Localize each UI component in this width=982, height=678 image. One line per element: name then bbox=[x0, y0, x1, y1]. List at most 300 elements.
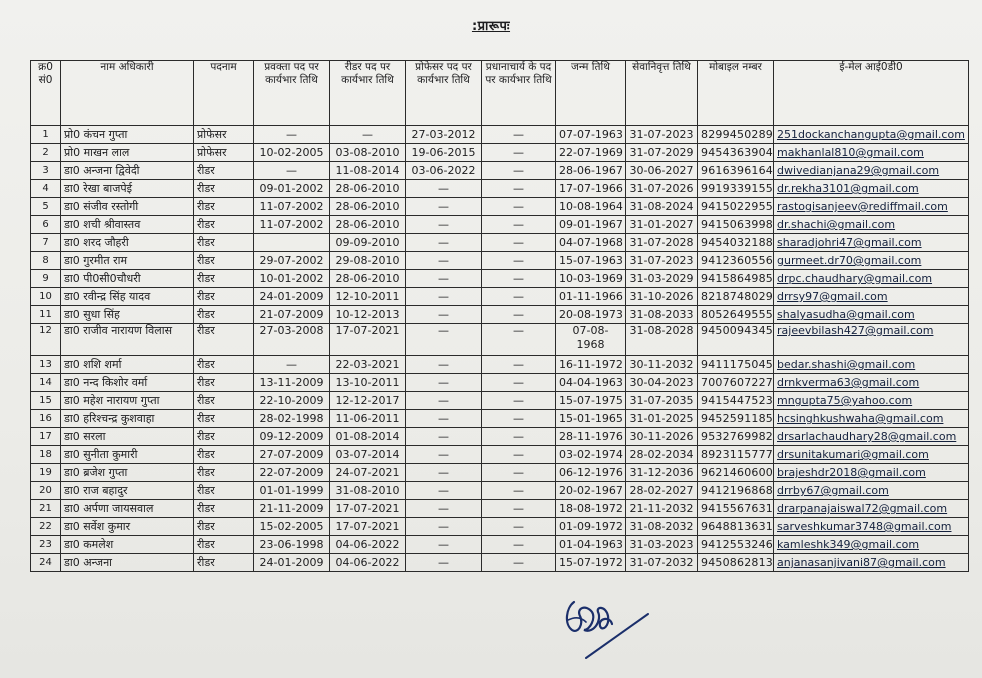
cell-email: drpc.chaudhary@gmail.com bbox=[774, 270, 969, 288]
cell-mobile: 9412360556 bbox=[698, 252, 774, 270]
cell-professor-date: — bbox=[406, 374, 482, 392]
cell-reader-date: 09-09-2010 bbox=[330, 234, 406, 252]
cell-principal-date: — bbox=[482, 198, 556, 216]
cell-retirement-date: 31-08-2032 bbox=[626, 518, 698, 536]
cell-email: dr.rekha3101@gmail.com bbox=[774, 180, 969, 198]
cell-email: drnkverma63@gmail.com bbox=[774, 374, 969, 392]
cell-designation: रीडर bbox=[194, 216, 254, 234]
header-retirement: सेवानिवृत्त तिथि bbox=[626, 61, 698, 126]
cell-sn: 14 bbox=[31, 374, 61, 392]
cell-professor-date: — bbox=[406, 500, 482, 518]
cell-lecturer-date: 11-07-2002 bbox=[254, 216, 330, 234]
cell-mobile: 9415447523 bbox=[698, 392, 774, 410]
cell-designation: रीडर bbox=[194, 482, 254, 500]
cell-email: drsunitakumari@gmail.com bbox=[774, 446, 969, 464]
cell-principal-date: — bbox=[482, 446, 556, 464]
cell-name: डा0 संजीव रस्तोगी bbox=[61, 198, 194, 216]
cell-designation: रीडर bbox=[194, 288, 254, 306]
cell-professor-date: — bbox=[406, 324, 482, 356]
cell-retirement-date: 30-11-2026 bbox=[626, 428, 698, 446]
cell-reader-date: 17-07-2021 bbox=[330, 518, 406, 536]
header-principal-date: प्रधानाचार्य के पद पर कार्यभार तिथि bbox=[482, 61, 556, 126]
header-designation: पदनाम bbox=[194, 61, 254, 126]
cell-lecturer-date: 24-01-2009 bbox=[254, 554, 330, 572]
cell-name: डा0 सर्वेश कुमार bbox=[61, 518, 194, 536]
cell-reader-date: 03-08-2010 bbox=[330, 144, 406, 162]
table-row bbox=[31, 126, 969, 144]
cell-name: डा0 हरिश्चन्द्र कुशवाहा bbox=[61, 410, 194, 428]
cell-lecturer-date: 22-07-2009 bbox=[254, 464, 330, 482]
header-professor-date: प्रोफेसर पद पर कार्यभार तिथि bbox=[406, 61, 482, 126]
cell-lecturer-date: 09-01-2002 bbox=[254, 180, 330, 198]
handwritten-signature bbox=[556, 590, 656, 662]
cell-email: 251dockanchangupta@gmail.com bbox=[774, 126, 969, 144]
cell-designation: रीडर bbox=[194, 306, 254, 324]
cell-retirement-date: 31-07-2028 bbox=[626, 234, 698, 252]
cell-principal-date: — bbox=[482, 216, 556, 234]
cell-reader-date: 28-06-2010 bbox=[330, 270, 406, 288]
table-row bbox=[31, 392, 969, 410]
cell-professor-date: — bbox=[406, 234, 482, 252]
cell-dob: 15-07-1963 bbox=[556, 252, 626, 270]
cell-designation: प्रोफेसर bbox=[194, 126, 254, 144]
cell-dob: 10-08-1964 bbox=[556, 198, 626, 216]
cell-dob: 07-08-1968 bbox=[556, 324, 626, 356]
cell-name: डा0 राज बहादुर bbox=[61, 482, 194, 500]
table-row bbox=[31, 374, 969, 392]
cell-name: डा0 शची श्रीवास्तव bbox=[61, 216, 194, 234]
cell-retirement-date: 28-02-2034 bbox=[626, 446, 698, 464]
cell-designation: रीडर bbox=[194, 324, 254, 356]
cell-email: shalyasudha@gmail.com bbox=[774, 306, 969, 324]
header-sn: क्र0 सं0 bbox=[31, 61, 61, 126]
cell-principal-date: — bbox=[482, 410, 556, 428]
cell-mobile: 9621460600 bbox=[698, 464, 774, 482]
cell-mobile: 9411175045 bbox=[698, 356, 774, 374]
cell-reader-date: 13-10-2011 bbox=[330, 374, 406, 392]
header-email: ई-मेल आई0डी0 bbox=[774, 61, 969, 126]
cell-designation: रीडर bbox=[194, 554, 254, 572]
cell-dob: 16-11-1972 bbox=[556, 356, 626, 374]
table-row bbox=[31, 234, 969, 252]
cell-retirement-date: 31-07-2026 bbox=[626, 180, 698, 198]
cell-sn: 12 bbox=[31, 324, 61, 356]
cell-mobile: 9450862813 bbox=[698, 554, 774, 572]
cell-lecturer-date: 28-02-1998 bbox=[254, 410, 330, 428]
cell-sn: 9 bbox=[31, 270, 61, 288]
cell-professor-date: — bbox=[406, 410, 482, 428]
cell-email: hcsinghkushwaha@gmail.com bbox=[774, 410, 969, 428]
cell-reader-date: 01-08-2014 bbox=[330, 428, 406, 446]
cell-name: डा0 अर्पणा जायसवाल bbox=[61, 500, 194, 518]
cell-lecturer-date: 01-01-1999 bbox=[254, 482, 330, 500]
cell-principal-date: — bbox=[482, 428, 556, 446]
table-row bbox=[31, 162, 969, 180]
cell-principal-date: — bbox=[482, 162, 556, 180]
table-row bbox=[31, 216, 969, 234]
cell-dob: 06-12-1976 bbox=[556, 464, 626, 482]
cell-dob: 20-02-1967 bbox=[556, 482, 626, 500]
cell-reader-date: 28-06-2010 bbox=[330, 180, 406, 198]
cell-sn: 2 bbox=[31, 144, 61, 162]
cell-professor-date: — bbox=[406, 554, 482, 572]
cell-email: mngupta75@yahoo.com bbox=[774, 392, 969, 410]
cell-designation: प्रोफेसर bbox=[194, 144, 254, 162]
cell-mobile: 9532769982 bbox=[698, 428, 774, 446]
cell-lecturer-date: 23-06-1998 bbox=[254, 536, 330, 554]
cell-mobile: 9412196868 bbox=[698, 482, 774, 500]
cell-designation: रीडर bbox=[194, 234, 254, 252]
cell-dob: 17-07-1966 bbox=[556, 180, 626, 198]
cell-principal-date: — bbox=[482, 180, 556, 198]
cell-reader-date: 03-07-2014 bbox=[330, 446, 406, 464]
cell-lecturer-date: 27-07-2009 bbox=[254, 446, 330, 464]
cell-sn: 20 bbox=[31, 482, 61, 500]
cell-professor-date: — bbox=[406, 392, 482, 410]
cell-sn: 21 bbox=[31, 500, 61, 518]
table-header-row bbox=[31, 61, 969, 126]
cell-lecturer-date: 15-02-2005 bbox=[254, 518, 330, 536]
cell-reader-date: 17-07-2021 bbox=[330, 324, 406, 356]
cell-reader-date: 28-06-2010 bbox=[330, 198, 406, 216]
cell-lecturer-date: 24-01-2009 bbox=[254, 288, 330, 306]
table-row bbox=[31, 324, 969, 356]
cell-retirement-date: 31-12-2036 bbox=[626, 464, 698, 482]
cell-designation: रीडर bbox=[194, 374, 254, 392]
cell-mobile: 9648813631 bbox=[698, 518, 774, 536]
cell-email: dwivedianjana29@gmail.com bbox=[774, 162, 969, 180]
cell-retirement-date: 31-10-2026 bbox=[626, 288, 698, 306]
cell-lecturer-date: 21-07-2009 bbox=[254, 306, 330, 324]
cell-professor-date: — bbox=[406, 198, 482, 216]
cell-name: डा0 सरला bbox=[61, 428, 194, 446]
table-row bbox=[31, 554, 969, 572]
cell-retirement-date: 30-11-2032 bbox=[626, 356, 698, 374]
cell-mobile: 9919339155 bbox=[698, 180, 774, 198]
cell-lecturer-date bbox=[254, 234, 330, 252]
cell-lecturer-date: — bbox=[254, 356, 330, 374]
table-row bbox=[31, 180, 969, 198]
table-row bbox=[31, 356, 969, 374]
cell-mobile: 9415567631 bbox=[698, 500, 774, 518]
cell-designation: रीडर bbox=[194, 270, 254, 288]
cell-sn: 5 bbox=[31, 198, 61, 216]
cell-sn: 1 bbox=[31, 126, 61, 144]
faculty-table bbox=[30, 60, 969, 572]
cell-name: डा0 रवीन्द्र सिंह यादव bbox=[61, 288, 194, 306]
cell-name: डा0 सुधा सिंह bbox=[61, 306, 194, 324]
cell-mobile: 9452591185 bbox=[698, 410, 774, 428]
cell-reader-date: 04-06-2022 bbox=[330, 554, 406, 572]
cell-sn: 19 bbox=[31, 464, 61, 482]
cell-retirement-date: 28-02-2027 bbox=[626, 482, 698, 500]
cell-lecturer-date: 22-10-2009 bbox=[254, 392, 330, 410]
cell-mobile: 9412553246 bbox=[698, 536, 774, 554]
cell-designation: रीडर bbox=[194, 410, 254, 428]
cell-principal-date: — bbox=[482, 374, 556, 392]
cell-reader-date: 12-12-2017 bbox=[330, 392, 406, 410]
cell-reader-date: 04-06-2022 bbox=[330, 536, 406, 554]
table-row bbox=[31, 270, 969, 288]
cell-dob: 01-09-1972 bbox=[556, 518, 626, 536]
table-row bbox=[31, 144, 969, 162]
cell-retirement-date: 31-01-2027 bbox=[626, 216, 698, 234]
cell-designation: रीडर bbox=[194, 392, 254, 410]
cell-email: dr.shachi@gmail.com bbox=[774, 216, 969, 234]
cell-professor-date: — bbox=[406, 270, 482, 288]
cell-retirement-date: 31-07-2029 bbox=[626, 144, 698, 162]
cell-dob: 15-07-1975 bbox=[556, 392, 626, 410]
cell-email: drrsy97@gmail.com bbox=[774, 288, 969, 306]
cell-principal-date: — bbox=[482, 306, 556, 324]
cell-lecturer-date: 21-11-2009 bbox=[254, 500, 330, 518]
cell-principal-date: — bbox=[482, 464, 556, 482]
cell-designation: रीडर bbox=[194, 198, 254, 216]
cell-sn: 24 bbox=[31, 554, 61, 572]
cell-sn: 11 bbox=[31, 306, 61, 324]
table-row bbox=[31, 198, 969, 216]
cell-dob: 04-07-1968 bbox=[556, 234, 626, 252]
cell-principal-date: — bbox=[482, 554, 556, 572]
cell-dob: 20-08-1973 bbox=[556, 306, 626, 324]
cell-designation: रीडर bbox=[194, 446, 254, 464]
cell-mobile: 8923115777 bbox=[698, 446, 774, 464]
cell-sn: 18 bbox=[31, 446, 61, 464]
cell-dob: 15-07-1972 bbox=[556, 554, 626, 572]
cell-name: डा0 नन्द किशोर वर्मा bbox=[61, 374, 194, 392]
cell-designation: रीडर bbox=[194, 428, 254, 446]
cell-principal-date: — bbox=[482, 518, 556, 536]
table-row bbox=[31, 410, 969, 428]
cell-lecturer-date: 27-03-2008 bbox=[254, 324, 330, 356]
cell-name: प्रो0 माखन लाल bbox=[61, 144, 194, 162]
cell-name: डा0 सुनीता कुमारी bbox=[61, 446, 194, 464]
cell-email: rastogisanjeev@rediffmail.com bbox=[774, 198, 969, 216]
cell-retirement-date: 31-08-2024 bbox=[626, 198, 698, 216]
table-row bbox=[31, 428, 969, 446]
cell-professor-date: 27-03-2012 bbox=[406, 126, 482, 144]
cell-email: sarveshkumar3748@gmail.com bbox=[774, 518, 969, 536]
header-lecturer-date: प्रवक्ता पद पर कार्यभार तिथि bbox=[254, 61, 330, 126]
cell-reader-date: 24-07-2021 bbox=[330, 464, 406, 482]
cell-professor-date: 19-06-2015 bbox=[406, 144, 482, 162]
cell-name: डा0 गुरमीत राम bbox=[61, 252, 194, 270]
cell-lecturer-date: 10-01-2002 bbox=[254, 270, 330, 288]
cell-retirement-date: 31-07-2023 bbox=[626, 126, 698, 144]
cell-name: डा0 महेश नारायण गुप्ता bbox=[61, 392, 194, 410]
cell-designation: रीडर bbox=[194, 180, 254, 198]
cell-mobile: 9616396164 bbox=[698, 162, 774, 180]
cell-dob: 04-04-1963 bbox=[556, 374, 626, 392]
cell-professor-date: — bbox=[406, 482, 482, 500]
cell-email: drrby67@gmail.com bbox=[774, 482, 969, 500]
cell-retirement-date: 30-04-2023 bbox=[626, 374, 698, 392]
table-row bbox=[31, 252, 969, 270]
cell-designation: रीडर bbox=[194, 518, 254, 536]
cell-dob: 07-07-1963 bbox=[556, 126, 626, 144]
cell-principal-date: — bbox=[482, 288, 556, 306]
cell-professor-date: — bbox=[406, 306, 482, 324]
cell-principal-date: — bbox=[482, 500, 556, 518]
cell-professor-date: — bbox=[406, 216, 482, 234]
cell-dob: 15-01-1965 bbox=[556, 410, 626, 428]
cell-dob: 01-04-1963 bbox=[556, 536, 626, 554]
cell-sn: 8 bbox=[31, 252, 61, 270]
cell-principal-date: — bbox=[482, 356, 556, 374]
cell-sn: 23 bbox=[31, 536, 61, 554]
cell-retirement-date: 31-08-2033 bbox=[626, 306, 698, 324]
table-row bbox=[31, 446, 969, 464]
cell-retirement-date: 31-03-2029 bbox=[626, 270, 698, 288]
cell-reader-date: 11-06-2011 bbox=[330, 410, 406, 428]
cell-retirement-date: 30-06-2027 bbox=[626, 162, 698, 180]
cell-principal-date: — bbox=[482, 392, 556, 410]
cell-name: डा0 अन्जना bbox=[61, 554, 194, 572]
header-reader-date: रीडर पद पर कार्यभार तिथि bbox=[330, 61, 406, 126]
cell-mobile: 9415022955 bbox=[698, 198, 774, 216]
cell-professor-date: — bbox=[406, 252, 482, 270]
cell-lecturer-date: 13-11-2009 bbox=[254, 374, 330, 392]
cell-lecturer-date: 09-12-2009 bbox=[254, 428, 330, 446]
cell-professor-date: 03-06-2022 bbox=[406, 162, 482, 180]
cell-reader-date: 17-07-2021 bbox=[330, 500, 406, 518]
cell-professor-date: — bbox=[406, 446, 482, 464]
table-row bbox=[31, 536, 969, 554]
table-row bbox=[31, 482, 969, 500]
cell-retirement-date: 31-08-2028 bbox=[626, 324, 698, 356]
cell-designation: रीडर bbox=[194, 464, 254, 482]
cell-email: brajeshdr2018@gmail.com bbox=[774, 464, 969, 482]
cell-professor-date: — bbox=[406, 518, 482, 536]
cell-professor-date: — bbox=[406, 464, 482, 482]
cell-principal-date: — bbox=[482, 126, 556, 144]
table-row bbox=[31, 518, 969, 536]
header-mobile: मोबाइल नम्बर bbox=[698, 61, 774, 126]
cell-retirement-date: 31-03-2023 bbox=[626, 536, 698, 554]
cell-retirement-date: 31-01-2025 bbox=[626, 410, 698, 428]
cell-dob: 28-11-1976 bbox=[556, 428, 626, 446]
cell-name: डा0 शरद जौहरी bbox=[61, 234, 194, 252]
cell-reader-date: 28-06-2010 bbox=[330, 216, 406, 234]
header-dob: जन्म तिथि bbox=[556, 61, 626, 126]
cell-designation: रीडर bbox=[194, 500, 254, 518]
cell-name: डा0 राजीव नारायण विलास bbox=[61, 324, 194, 356]
cell-retirement-date: 21-11-2032 bbox=[626, 500, 698, 518]
cell-lecturer-date: — bbox=[254, 126, 330, 144]
cell-mobile: 9415864985 bbox=[698, 270, 774, 288]
cell-professor-date: — bbox=[406, 428, 482, 446]
cell-mobile: 7007607227 bbox=[698, 374, 774, 392]
cell-sn: 10 bbox=[31, 288, 61, 306]
cell-email: kamleshk349@gmail.com bbox=[774, 536, 969, 554]
cell-email: bedar.shashi@gmail.com bbox=[774, 356, 969, 374]
cell-name: डा0 अन्जना द्विवेदी bbox=[61, 162, 194, 180]
table-row bbox=[31, 500, 969, 518]
cell-dob: 09-01-1967 bbox=[556, 216, 626, 234]
cell-retirement-date: 31-07-2023 bbox=[626, 252, 698, 270]
table-row bbox=[31, 464, 969, 482]
cell-reader-date: 31-08-2010 bbox=[330, 482, 406, 500]
cell-sn: 22 bbox=[31, 518, 61, 536]
document-title: :प्रारूपः bbox=[471, 19, 511, 34]
cell-reader-date: 11-08-2014 bbox=[330, 162, 406, 180]
cell-principal-date: — bbox=[482, 324, 556, 356]
cell-name: डा0 कमलेश bbox=[61, 536, 194, 554]
cell-dob: 03-02-1974 bbox=[556, 446, 626, 464]
cell-designation: रीडर bbox=[194, 252, 254, 270]
cell-designation: रीडर bbox=[194, 356, 254, 374]
cell-principal-date: — bbox=[482, 252, 556, 270]
cell-professor-date: — bbox=[406, 180, 482, 198]
cell-mobile: 8218748029 bbox=[698, 288, 774, 306]
cell-sn: 17 bbox=[31, 428, 61, 446]
cell-name: प्रो0 कंचन गुप्ता bbox=[61, 126, 194, 144]
cell-sn: 4 bbox=[31, 180, 61, 198]
cell-retirement-date: 31-07-2035 bbox=[626, 392, 698, 410]
table-row bbox=[31, 306, 969, 324]
cell-dob: 22-07-1969 bbox=[556, 144, 626, 162]
cell-mobile: 9450094345 bbox=[698, 324, 774, 356]
table-row bbox=[31, 288, 969, 306]
cell-dob: 01-11-1966 bbox=[556, 288, 626, 306]
cell-mobile: 8052649555 bbox=[698, 306, 774, 324]
cell-sn: 7 bbox=[31, 234, 61, 252]
cell-reader-date: 12-10-2011 bbox=[330, 288, 406, 306]
cell-sn: 15 bbox=[31, 392, 61, 410]
cell-reader-date: — bbox=[330, 126, 406, 144]
cell-email: anjanasanjivani87@gmail.com bbox=[774, 554, 969, 572]
cell-email: drsarlachaudhary28@gmail.com bbox=[774, 428, 969, 446]
cell-sn: 6 bbox=[31, 216, 61, 234]
cell-mobile: 9415063998 bbox=[698, 216, 774, 234]
cell-reader-date: 22-03-2021 bbox=[330, 356, 406, 374]
cell-principal-date: — bbox=[482, 270, 556, 288]
cell-designation: रीडर bbox=[194, 162, 254, 180]
cell-email: rajeevbilash427@gmail.com bbox=[774, 324, 969, 356]
cell-reader-date: 29-08-2010 bbox=[330, 252, 406, 270]
cell-mobile: 9454032188 bbox=[698, 234, 774, 252]
cell-mobile: 8299450289 bbox=[698, 126, 774, 144]
cell-dob: 18-08-1972 bbox=[556, 500, 626, 518]
cell-professor-date: — bbox=[406, 356, 482, 374]
cell-lecturer-date: 29-07-2002 bbox=[254, 252, 330, 270]
cell-name: डा0 पी0सी0चौधरी bbox=[61, 270, 194, 288]
cell-professor-date: — bbox=[406, 536, 482, 554]
cell-email: makhanlal810@gmail.com bbox=[774, 144, 969, 162]
cell-lecturer-date: 11-07-2002 bbox=[254, 198, 330, 216]
cell-sn: 13 bbox=[31, 356, 61, 374]
cell-sn: 16 bbox=[31, 410, 61, 428]
cell-email: sharadjohri47@gmail.com bbox=[774, 234, 969, 252]
cell-lecturer-date: 10-02-2005 bbox=[254, 144, 330, 162]
cell-reader-date: 10-12-2013 bbox=[330, 306, 406, 324]
cell-mobile: 9454363904 bbox=[698, 144, 774, 162]
cell-sn: 3 bbox=[31, 162, 61, 180]
cell-name: डा0 ब्रजेश गुप्ता bbox=[61, 464, 194, 482]
cell-principal-date: — bbox=[482, 234, 556, 252]
cell-name: डा0 शशि शर्मा bbox=[61, 356, 194, 374]
cell-dob: 10-03-1969 bbox=[556, 270, 626, 288]
cell-dob: 28-06-1967 bbox=[556, 162, 626, 180]
cell-name: डा0 रेखा बाजपेई bbox=[61, 180, 194, 198]
cell-designation: रीडर bbox=[194, 536, 254, 554]
cell-principal-date: — bbox=[482, 144, 556, 162]
cell-retirement-date: 31-07-2032 bbox=[626, 554, 698, 572]
cell-professor-date: — bbox=[406, 288, 482, 306]
header-name: नाम अधिकारी bbox=[61, 61, 194, 126]
cell-email: drarpanajaiswal72@gmail.com bbox=[774, 500, 969, 518]
cell-principal-date: — bbox=[482, 482, 556, 500]
